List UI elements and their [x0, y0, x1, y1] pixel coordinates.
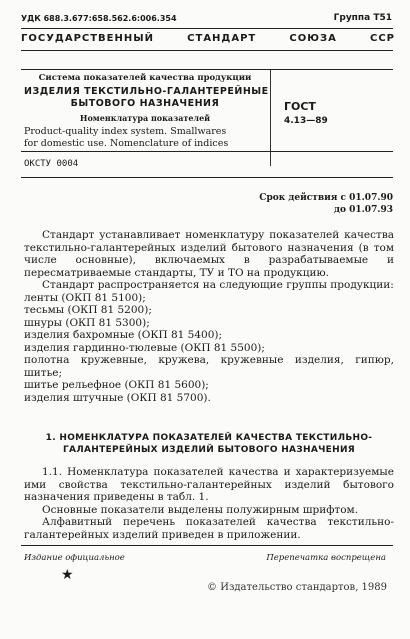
- intro-paragraph: Стандарт устанавливает номенклатуру показателей качества текстильно-галантерейных изделий бытового назначения (в том числе основные), включаемых в разрабатываемые и пересматриваемые стандарты, ТУ и ТО на продукцию.: [24, 229, 394, 279]
- section-1-heading-line2: ГАЛАНТЕРЕЙНЫХ ИЗДЕЛИЙ БЫТОВОГО НАЗНАЧЕНИЯ: [62, 445, 356, 455]
- copyright: © Издательство стандартов, 1989: [207, 582, 387, 593]
- document-subtitle: Номенклатура показателей: [79, 113, 211, 123]
- scope-paragraph: Стандарт распространяется на следующие группы продукции:: [42, 279, 394, 291]
- footer-rule: [21, 545, 393, 546]
- section-1-heading-line1: 1. НОМЕНКЛАТУРА ПОКАЗАТЕЛЕЙ КАЧЕСТВА ТЕКСТИЛЬНО-: [45, 433, 373, 443]
- product-group-item: тесьмы (ОКП 81 5200);: [24, 304, 152, 316]
- validity-from: Срок действия с 01.07.90: [259, 193, 393, 203]
- title-block-top-rule: [21, 69, 393, 70]
- product-group-item: шитье рельефное (ОКП 81 5600);: [24, 379, 209, 391]
- heading-divider: [21, 50, 393, 51]
- section-1-heading: [24, 432, 394, 456]
- english-title-line1: Product-quality index system. Smallwares: [24, 126, 227, 137]
- product-group-item: шнуры (ОКП 81 5300);: [24, 316, 150, 329]
- bold-note: Основные показатели выделены полужирным шрифтом.: [42, 503, 359, 516]
- gost-number: 4.13—89: [284, 116, 328, 126]
- title-block-bottom-rule: [21, 151, 393, 152]
- top-divider: [21, 28, 393, 29]
- product-group-item: изделия бахромные (ОКП 81 5400);: [24, 329, 223, 341]
- appendix-note: Алфавитный перечень показателей качества текстильно-галантерейных изделий приведен в приложении.: [24, 516, 394, 541]
- product-group-item: изделия штучные (ОКП 81 5700).: [24, 391, 211, 404]
- okstu-code: ОКСТУ 0004: [24, 159, 79, 169]
- document-title-line1: ИЗДЕЛИЯ ТЕКСТИЛЬНО-ГАЛАНТЕРЕЙНЫЕ: [24, 86, 269, 97]
- product-group-item: полотна кружевные, кружева, кружевные изделия, гипюр, шитье;: [24, 354, 394, 379]
- document-title-line2: БЫТОВОГО НАЗНАЧЕНИЯ: [70, 98, 220, 109]
- state-standard-heading: ГОСУДАРСТВЕННЫЙ СТАНДАРТ СОЮЗА ССР: [21, 33, 395, 44]
- validity-to: до 01.07.93: [334, 205, 393, 215]
- okstu-divider: [21, 177, 393, 178]
- english-title-line2: for domestic use. Nomenclature of indices: [24, 138, 229, 149]
- reprint-prohibited-note: Перепечатка воспрещена: [266, 553, 386, 563]
- product-group-item: изделия гардинно-тюлевые (ОКП 81 5500);: [24, 341, 265, 354]
- section-1-text: [24, 466, 394, 541]
- group-code: Группа Т51: [333, 13, 392, 23]
- product-group-item: ленты (ОКП 81 5100);: [24, 291, 146, 304]
- intro-text: [24, 229, 394, 404]
- star-icon: ★: [61, 567, 74, 583]
- gost-label: ГОСТ: [284, 100, 316, 113]
- system-name: Система показателей качества продукции: [38, 73, 252, 83]
- clause-1-1: 1.1. Номенклатура показателей качества и характеризуемые ими свойства текстильно-галантерейных изделий бытового назначения приведены в табл. 1.: [24, 466, 394, 503]
- udk-code: УДК 688.3.677:658.562.6:006.354: [21, 14, 177, 23]
- official-edition-note: Издание официальное: [24, 553, 125, 563]
